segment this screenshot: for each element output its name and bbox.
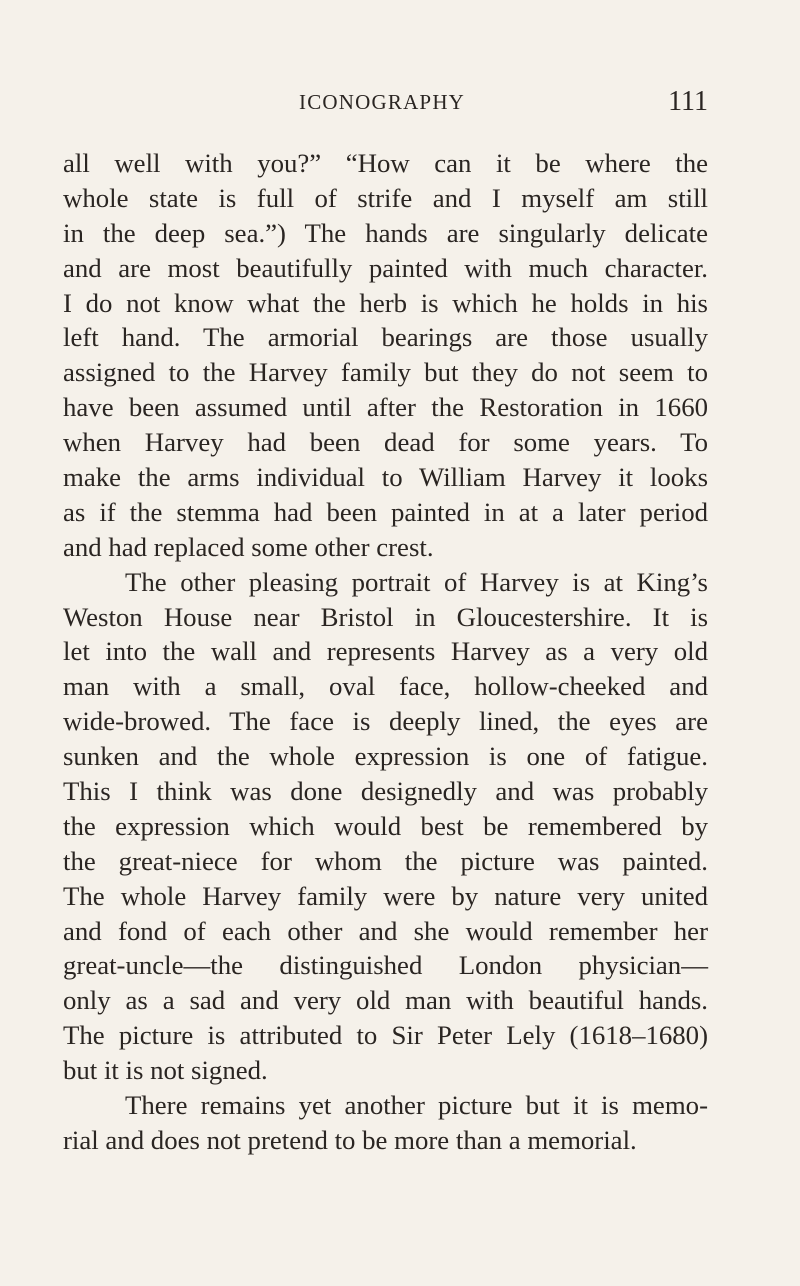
paragraph bbox=[63, 1088, 708, 1158]
text-line: have been assumed until after the Restoration in 1660 bbox=[63, 392, 708, 423]
text-line: and fond of each other and she would remember her bbox=[63, 915, 708, 946]
text-line: great-uncle—the distinguished London physician— bbox=[63, 950, 708, 981]
text-line: when Harvey had been dead for some years. To bbox=[63, 427, 708, 458]
running-head bbox=[63, 86, 708, 122]
text-line: whole state is full of strife and I myself am still bbox=[63, 182, 708, 213]
paragraph bbox=[63, 146, 708, 565]
text-line: This I think was done designedly and was probably bbox=[63, 776, 708, 807]
text-line: let into the wall and represents Harvey as a very old bbox=[63, 636, 708, 667]
text-line: The other pleasing portrait of Harvey is at King’s bbox=[125, 566, 708, 597]
text-line: assigned to the Harvey family but they do not seem to bbox=[63, 357, 708, 388]
text-line: only as a sad and very old man with beautiful hands. bbox=[63, 985, 708, 1016]
text-line: There remains yet another picture but it is memo- bbox=[125, 1090, 708, 1121]
text-line: Weston House near Bristol in Gloucestershire. It is bbox=[63, 601, 708, 632]
text-line: wide-browed. The face is deeply lined, the eyes are bbox=[63, 706, 708, 737]
text-line: as if the stemma had been painted in at a later period bbox=[63, 496, 708, 527]
running-title: ICONOGRAPHY bbox=[299, 90, 466, 114]
text-line: the expression which would best be remembered by bbox=[63, 810, 708, 841]
text-line: all well with you?” “How can it be where the bbox=[63, 148, 708, 178]
body-text bbox=[63, 146, 708, 1158]
text-line: sunken and the whole expression is one of fatigue. bbox=[63, 741, 708, 772]
text-line: I do not know what the herb is which he holds in his bbox=[63, 287, 708, 318]
text-line: the great-niece for whom the picture was painted. bbox=[63, 845, 708, 876]
text-line: The whole Harvey family were by nature very united bbox=[63, 880, 708, 911]
text-line: make the arms individual to William Harvey it looks bbox=[63, 462, 708, 493]
page-number: 111 bbox=[668, 86, 708, 117]
text-line: rial and does not pretend to be more than a memorial. bbox=[63, 1124, 637, 1155]
text-line: left hand. The armorial bearings are those usually bbox=[63, 322, 708, 353]
text-line: and are most beautifully painted with much character. bbox=[63, 252, 708, 283]
text-line: The picture is attributed to Sir Peter Lely (1618–1680) bbox=[63, 1020, 708, 1051]
text-line: but it is not signed. bbox=[63, 1055, 268, 1086]
text-line: in the deep sea.”) The hands are singularly delicate bbox=[63, 217, 708, 248]
paragraph bbox=[63, 565, 708, 1088]
text-line: man with a small, oval face, hollow-cheeked and bbox=[63, 671, 708, 702]
text-line: and had replaced some other crest. bbox=[63, 531, 434, 562]
